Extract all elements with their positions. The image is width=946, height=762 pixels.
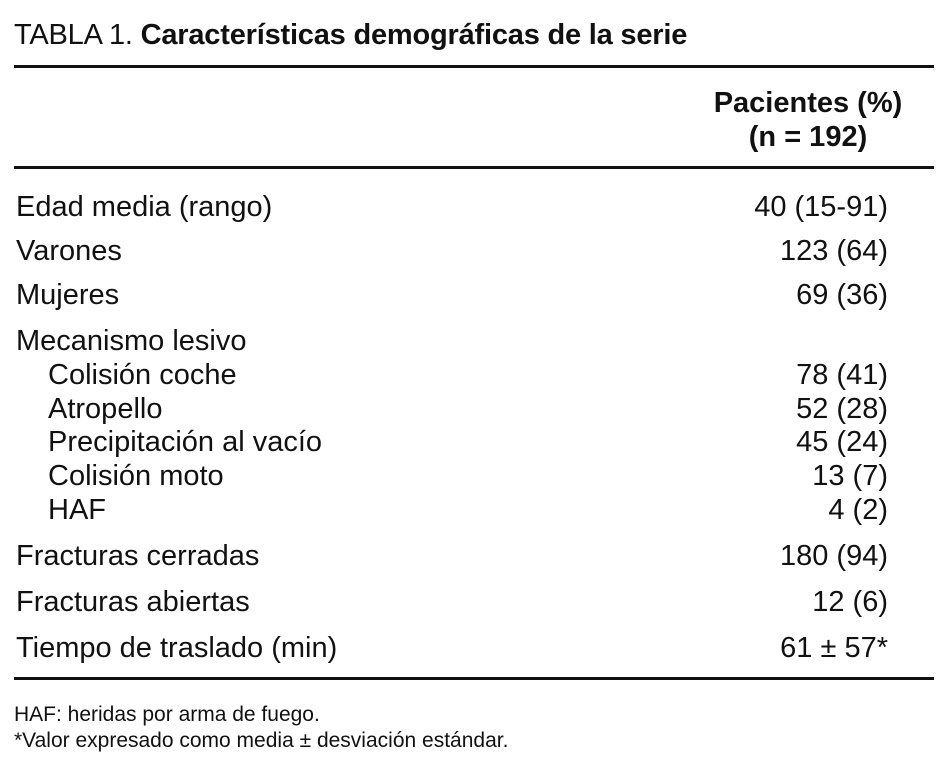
row-label-mecanismo-lesivo: Mecanismo lesivo [16, 325, 247, 357]
row-label-edad-media: Edad media (rango) [16, 191, 273, 223]
row-label-haf: HAF [48, 494, 106, 526]
row-label-tiempo-traslado: Tiempo de traslado (min) [16, 632, 338, 664]
column-header [690, 86, 926, 154]
row-label-fracturas-cerradas: Fracturas cerradas [16, 540, 260, 572]
row-value-edad-media: 40 (15-91) [754, 191, 888, 223]
row-label-colision-coche: Colisión coche [48, 359, 237, 391]
row-value-atropello: 52 (28) [796, 393, 888, 425]
row-value-precipitacion: 45 (24) [796, 426, 888, 458]
row-label-precipitacion: Precipitación al vacío [48, 426, 323, 458]
row-value-haf: 4 (2) [828, 494, 888, 526]
top-rule [14, 65, 934, 68]
row-value-colision-moto: 13 (7) [812, 460, 888, 492]
bottom-rule [14, 677, 934, 680]
row-value-colision-coche: 78 (41) [796, 359, 888, 391]
header-rule [14, 166, 934, 169]
table-title [14, 17, 687, 53]
footnote-valor: *Valor expresado como media ± desviación estándar. [14, 729, 509, 752]
row-value-fracturas-cerradas: 180 (94) [779, 540, 888, 572]
row-label-varones: Varones [16, 235, 122, 267]
table-title-text: Características demográficas de la serie [140, 19, 688, 51]
column-header-line2: (n = 192) [748, 121, 868, 153]
table-title-prefix: TABLA 1. [14, 19, 133, 51]
column-header-line1: Pacientes (%) [713, 87, 903, 119]
row-label-atropello: Atropello [48, 393, 163, 425]
row-value-mujeres: 69 (36) [796, 279, 888, 311]
row-label-fracturas-abiertas: Fracturas abiertas [16, 586, 250, 618]
footnote-haf: HAF: heridas por arma de fuego. [14, 703, 320, 726]
row-value-fracturas-abiertas: 12 (6) [812, 586, 888, 618]
row-label-mujeres: Mujeres [16, 279, 120, 311]
row-label-colision-moto: Colisión moto [48, 460, 224, 492]
row-value-tiempo-traslado: 61 ± 57* [780, 632, 888, 664]
row-value-varones: 123 (64) [779, 235, 888, 267]
